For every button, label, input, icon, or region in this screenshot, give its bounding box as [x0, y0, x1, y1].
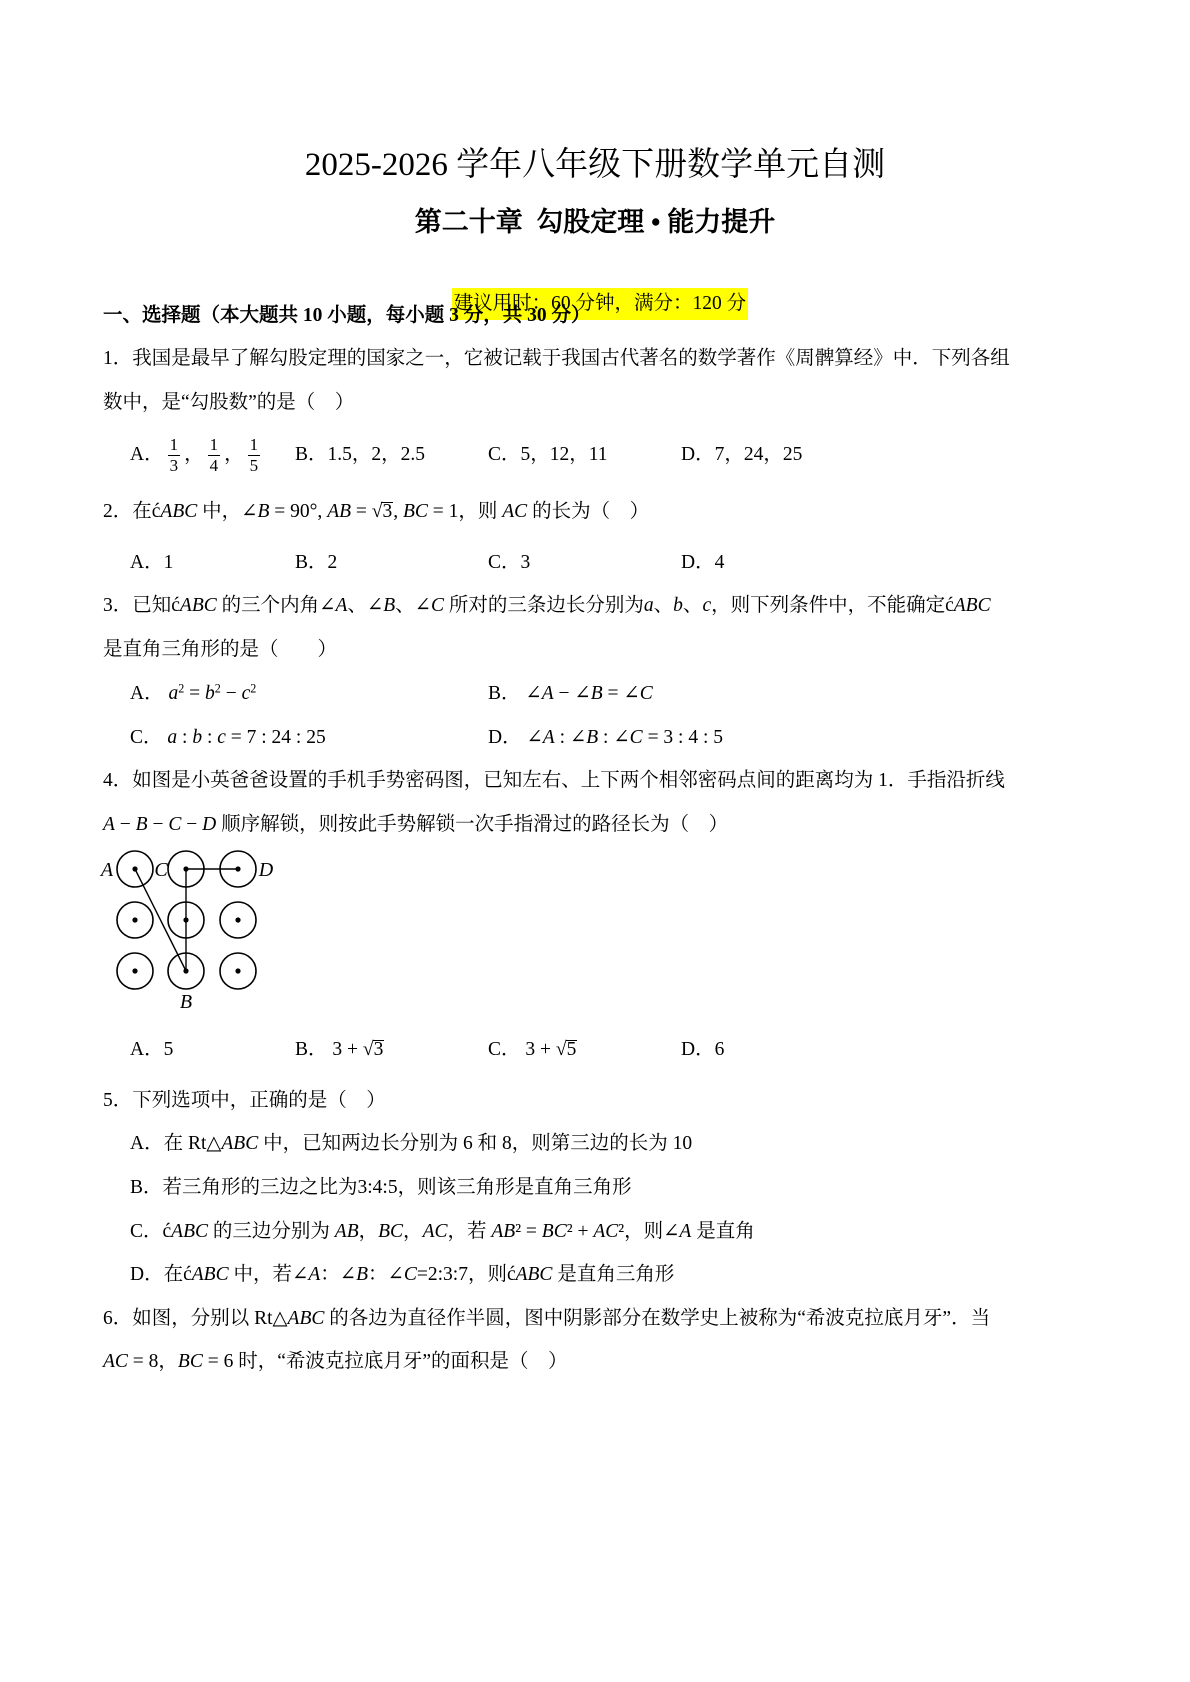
text-run: C．5，12，11: [488, 444, 608, 465]
option-c: [488, 550, 530, 576]
option-d: [488, 725, 723, 751]
question-stem-line: [103, 346, 1010, 372]
text-run: 5．下列选项中，正确的是（ ）: [103, 1090, 386, 1111]
text-run: −: [220, 683, 242, 704]
text-run: ，则下列条件中，不能确定ć: [711, 595, 954, 616]
math-variable: b: [192, 727, 203, 748]
password-point-dot: [235, 917, 240, 922]
math-variable: AB: [327, 501, 352, 522]
math-variable: B: [586, 727, 599, 748]
text-run: A．在 Rt△: [130, 1133, 222, 1154]
text-run: : ∠: [598, 727, 630, 748]
math-variable: A: [679, 1221, 692, 1242]
text-run: B． ∠: [488, 683, 542, 704]
text-run: 1．我国是最早了解勾股定理的国家之一，它被记载于我国古代著名的数学著作《周髀算经》中．下列各组: [103, 348, 1010, 369]
text-run: ,: [393, 501, 403, 522]
text-run: =2:3:7，则ć: [416, 1264, 516, 1285]
text-run: 的各边为直径作半圆，图中阴影部分在数学史上被称为“希波克拉底月牙”．当: [324, 1308, 991, 1329]
text-run: = 90°,: [269, 501, 328, 522]
text-run: C． 3 + √: [488, 1039, 567, 1060]
text-run: 2．在ć: [103, 501, 161, 522]
text-run: = ∠: [602, 683, 640, 704]
math-variable: c: [702, 595, 712, 616]
option-b: [295, 1037, 384, 1063]
password-point-dot: [132, 917, 137, 922]
math-variable: AB: [491, 1221, 516, 1242]
password-point-dot: [132, 968, 137, 973]
text-run: ，: [184, 444, 204, 465]
math-variable: b: [205, 683, 215, 704]
question-stem-line: [103, 637, 337, 663]
question-stem-line: [103, 593, 991, 619]
option-c: [130, 725, 326, 751]
text-run: :: [177, 727, 193, 748]
fraction: [168, 435, 181, 476]
option-a: [130, 550, 173, 576]
fraction-denominator: 3: [169, 456, 179, 476]
text-run: B．1.5，2，2.5: [295, 444, 426, 465]
text-run: B． 3 + √: [295, 1039, 374, 1060]
text-run: = 6 时，“希波克拉底月牙”的面积是（ ）: [202, 1351, 568, 1372]
text-run: 是直角三角形: [552, 1264, 675, 1285]
math-variable: A: [542, 727, 555, 748]
text-run: ²，则∠: [618, 1221, 680, 1242]
math-variable: ABC: [171, 1221, 209, 1242]
text-run: 4．如图是小英爸爸设置的手机手势密码图，已知左右、上下两个相邻密码点间的距离均为 1．手指沿折线: [103, 770, 1005, 791]
math-variable: AC: [502, 501, 528, 522]
math-variable: ABC: [191, 1264, 229, 1285]
text-run: 数中，是“勾股数”的是（ ）: [103, 392, 355, 413]
radicand: 3: [373, 1039, 384, 1060]
text-run: D．6: [681, 1039, 725, 1060]
question-stem-line: [103, 1088, 386, 1114]
radicand: 5: [566, 1039, 577, 1060]
option-a: [130, 433, 264, 477]
text-run: −: [181, 814, 203, 835]
text-run: 的长为（ ）: [527, 501, 650, 522]
math-variable: C: [168, 814, 182, 835]
math-variable: B: [383, 595, 396, 616]
text-run: = 3 : 4 : 5: [642, 727, 724, 748]
text-run: A．1: [130, 552, 174, 573]
text-run: B．若三角形的三边之比为3:4:5，则该三角形是直角三角形: [130, 1177, 632, 1198]
math-variable: B: [356, 1264, 368, 1285]
text-run: 所对的三条边长分别为: [444, 595, 644, 616]
password-point-dot: [235, 968, 240, 973]
math-variable: ABC: [953, 595, 991, 616]
question-stem-line: [103, 768, 1005, 794]
chapter-subtitle: 第二十章 勾股定理 • 能力提升: [414, 207, 776, 237]
text-run: = 1，则: [427, 501, 503, 522]
math-variable: ABC: [515, 1264, 553, 1285]
math-variable: A: [103, 814, 115, 835]
point-label-c: C: [154, 859, 168, 881]
text-run: 的三个内角∠: [216, 595, 336, 616]
fraction: [208, 435, 221, 476]
math-variable: B: [257, 501, 270, 522]
text-run: 、∠: [347, 595, 384, 616]
text-run: ² =: [515, 1221, 542, 1242]
text-run: 中，∠: [197, 501, 258, 522]
time-note: 建议用时：60 分钟，满分：120 分: [452, 288, 749, 320]
text-run: D．7，24，25: [681, 444, 803, 465]
page-title: 2025-2026 学年八年级下册数学单元自测: [304, 147, 886, 183]
question-stem-line: [103, 1306, 990, 1332]
text-run: 中，已知两边长分别为 6 和 8，则第三边的长为 10: [258, 1133, 693, 1154]
text-run: A．5: [130, 1039, 174, 1060]
math-variable: ABC: [221, 1133, 259, 1154]
text-run: B．2: [295, 552, 338, 573]
text-run: =: [184, 683, 206, 704]
math-variable: BC: [378, 1221, 404, 1242]
text-run: ，若: [447, 1221, 492, 1242]
question-stem-line: [103, 812, 728, 838]
question-stem-line: [103, 390, 354, 416]
superscript: 2: [214, 681, 221, 696]
math-variable: B: [135, 814, 148, 835]
point-label-d: D: [258, 859, 274, 881]
superscript: 2: [250, 681, 257, 696]
text-run: :: [202, 727, 218, 748]
math-variable: BC: [177, 1351, 203, 1372]
fraction-numerator: 1: [169, 435, 179, 455]
option-b: [130, 1175, 632, 1201]
question-stem-line: [103, 499, 649, 525]
math-variable: AC: [103, 1351, 128, 1372]
superscript: 2: [178, 681, 185, 696]
math-variable: AB: [334, 1221, 359, 1242]
text-run: 、: [653, 595, 674, 616]
text-run: = 7 : 24 : 25: [225, 727, 326, 748]
unlock-path: [135, 869, 238, 971]
math-variable: ABC: [179, 595, 217, 616]
fraction-denominator: 4: [209, 456, 219, 476]
math-variable: a: [167, 727, 178, 748]
math-variable: C: [403, 1264, 417, 1285]
text-run: −: [114, 814, 136, 835]
text-run: 是直角三角形的是（ ）: [103, 639, 338, 660]
text-run: 、: [682, 595, 703, 616]
text-run: −: [147, 814, 169, 835]
text-run: D． ∠: [488, 727, 543, 748]
math-variable: C: [431, 595, 445, 616]
math-variable: ABC: [160, 501, 198, 522]
text-run: ² +: [566, 1221, 594, 1242]
option-d: [130, 1262, 674, 1288]
text-run: 是直角: [691, 1221, 755, 1242]
point-label-b: B: [179, 991, 193, 1013]
text-run: = 8，: [127, 1351, 178, 1372]
math-variable: a: [168, 683, 179, 704]
text-run: 的三边分别为: [208, 1221, 335, 1242]
text-run: C．: [130, 727, 168, 748]
section-heading: 一、选择题（本大题共 10 小题，每小题 3 分，共 30 分）: [103, 305, 591, 326]
option-a: [130, 1131, 692, 1157]
text-run: C．ć: [130, 1221, 172, 1242]
option-c: [488, 1037, 577, 1063]
option-d: [681, 1037, 724, 1063]
option-b: [295, 433, 425, 477]
text-run: 、∠: [395, 595, 431, 616]
math-variable: A: [541, 683, 554, 704]
option-a: [130, 681, 256, 707]
math-variable: B: [590, 683, 603, 704]
math-variable: c: [217, 727, 226, 748]
math-variable: C: [629, 727, 643, 748]
option-d: [681, 433, 802, 477]
math-variable: A: [335, 595, 348, 616]
math-variable: a: [643, 595, 654, 616]
text-run: = √: [351, 501, 383, 522]
text-run: ，: [358, 1221, 379, 1242]
text-run: ，: [403, 1221, 423, 1242]
text-run: 顺序解锁，则按此手势解锁一次手指滑过的路径长为（ ）: [216, 814, 729, 835]
math-variable: A: [308, 1264, 321, 1285]
option-a: [130, 1037, 173, 1063]
option-d: [681, 550, 724, 576]
math-variable: AC: [593, 1221, 619, 1242]
math-variable: b: [673, 595, 683, 616]
gesture-password-figure: [90, 845, 290, 1015]
path-segment-a-b: [135, 869, 186, 971]
fraction-denominator: 5: [249, 456, 259, 476]
math-variable: BC: [402, 501, 428, 522]
text-run: A．: [130, 683, 169, 704]
option-c: [130, 1219, 755, 1245]
question-stem-line: [103, 1349, 568, 1375]
math-variable: ABC: [287, 1308, 325, 1329]
text-run: − ∠: [553, 683, 591, 704]
fraction-numerator: 1: [249, 435, 259, 455]
radicand: 3: [382, 501, 393, 522]
option-b: [488, 681, 653, 707]
option-c: [488, 433, 608, 477]
text-run: 3．已知ć: [103, 595, 180, 616]
option-b: [295, 550, 337, 576]
point-label-a: A: [100, 859, 114, 881]
math-variable: D: [202, 814, 217, 835]
math-variable: BC: [541, 1221, 567, 1242]
text-run: 6．如图，分别以 Rt△: [103, 1308, 288, 1329]
text-run: D．在ć: [130, 1264, 192, 1285]
text-run: : ∠: [554, 727, 587, 748]
text-run: ：∠: [320, 1264, 357, 1285]
math-variable: AC: [422, 1221, 448, 1242]
text-run: ，: [224, 444, 244, 465]
fraction-numerator: 1: [209, 435, 219, 455]
text-run: C．3: [488, 552, 531, 573]
math-variable: c: [241, 683, 251, 704]
text-run: 中，若∠: [228, 1264, 309, 1285]
text-run: D．4: [681, 552, 725, 573]
fraction: [248, 435, 261, 476]
text-run: ：∠: [368, 1264, 404, 1285]
math-variable: C: [639, 683, 653, 704]
text-run: A．: [130, 444, 164, 465]
